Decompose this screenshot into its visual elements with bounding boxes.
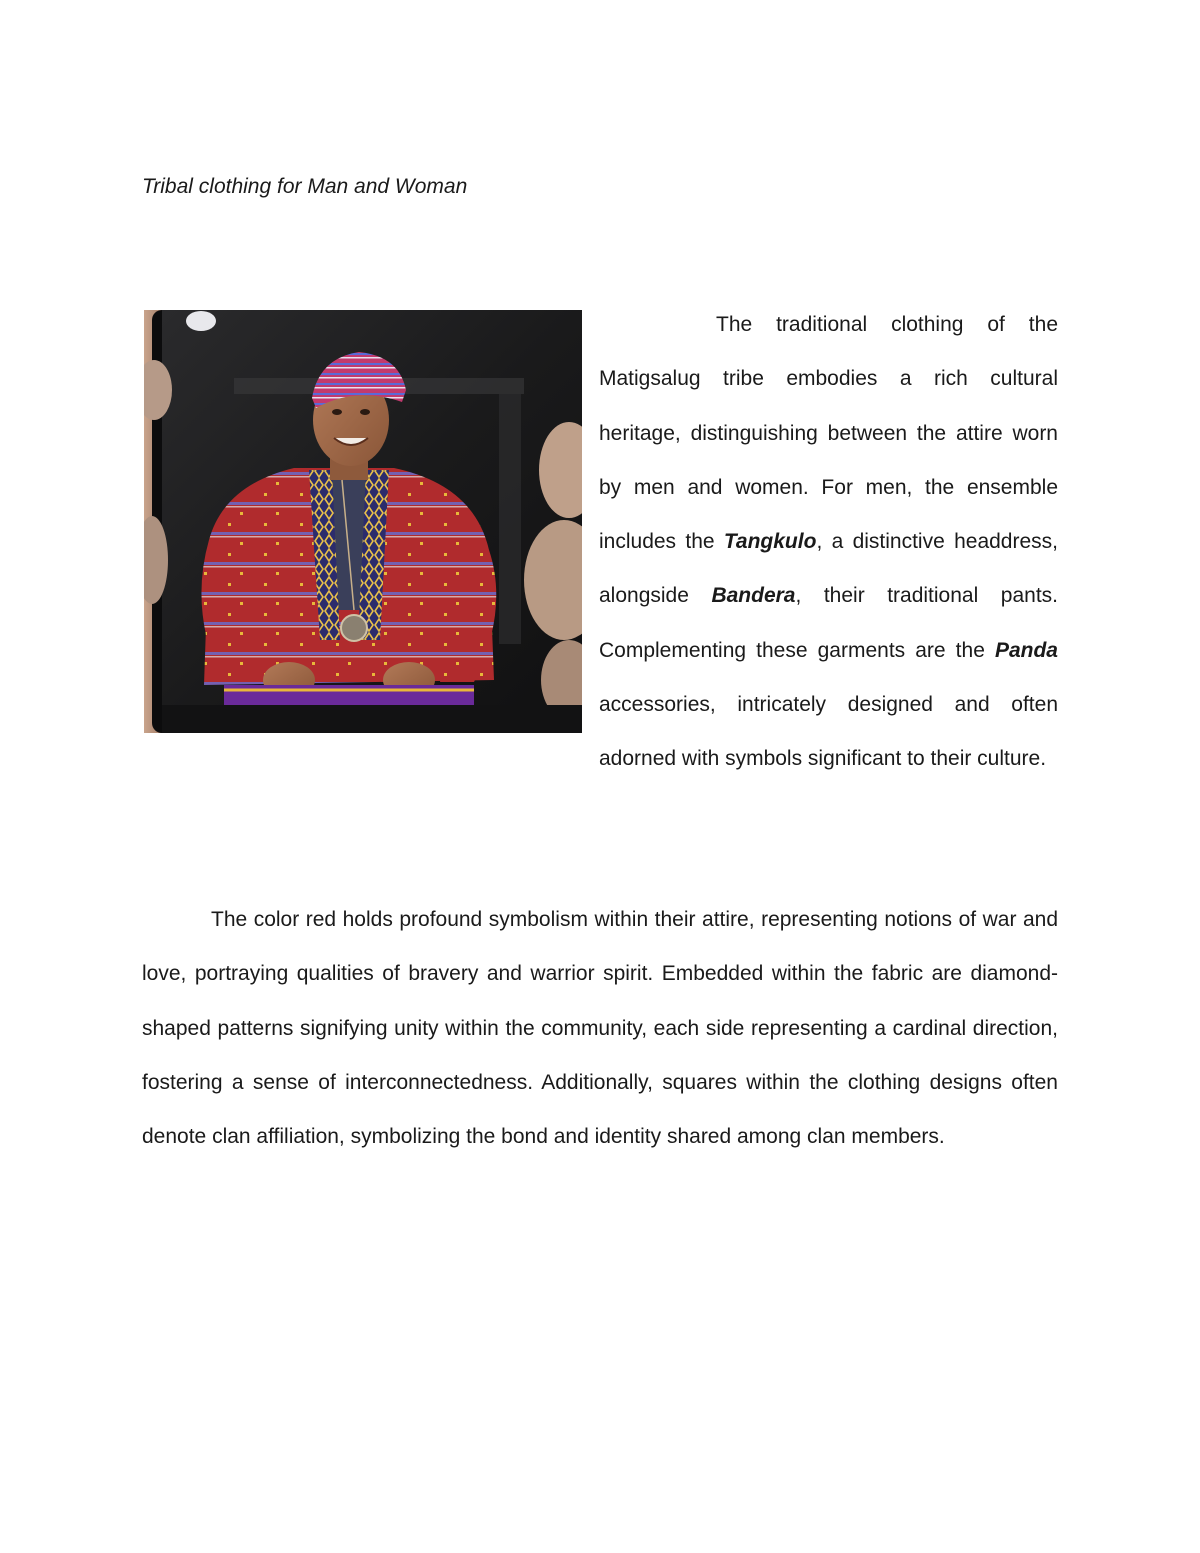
term-bandera: Bandera bbox=[711, 584, 796, 608]
paragraph2-text: The color red holds profound symbolism within their attire, representing notions of war and love, portraying qualities of bravery and warrior spirit. Embedded within the fabric are diamond-shaped patterns signifying unity within the community, each side representing a cardinal direction, fostering a sense of interconnectedness. Additionally, squares within the clothing designs often denote clan affiliation, symbolizing the bond and identity shared among clan members. bbox=[142, 908, 1058, 1149]
paragraph1-text-part2: , a distinctive headdress, alongside bbox=[599, 530, 1058, 608]
term-tangkulo: Tangkulo bbox=[723, 530, 817, 554]
paragraph-traditional-clothing bbox=[142, 298, 1058, 787]
paragraph1-text-part1: The traditional clothing of the Matigsalug tribe embodies a rich cultural heritage, distinguishing between the attire worn by men and women. For men, the ensemble includes the bbox=[599, 313, 1058, 554]
paragraph1-text-part4: accessories, intricately designed and often adorned with symbols significant to their culture. bbox=[599, 693, 1058, 771]
image-float-spacer bbox=[142, 298, 599, 786]
term-panda: Panda bbox=[994, 638, 1058, 662]
document-title: Tribal clothing for Man and Woman bbox=[142, 175, 468, 198]
paragraph1-text-part3: , their traditional pants. Complementing these garments are the bbox=[599, 584, 1058, 662]
paragraph-color-symbolism bbox=[142, 893, 1058, 1164]
